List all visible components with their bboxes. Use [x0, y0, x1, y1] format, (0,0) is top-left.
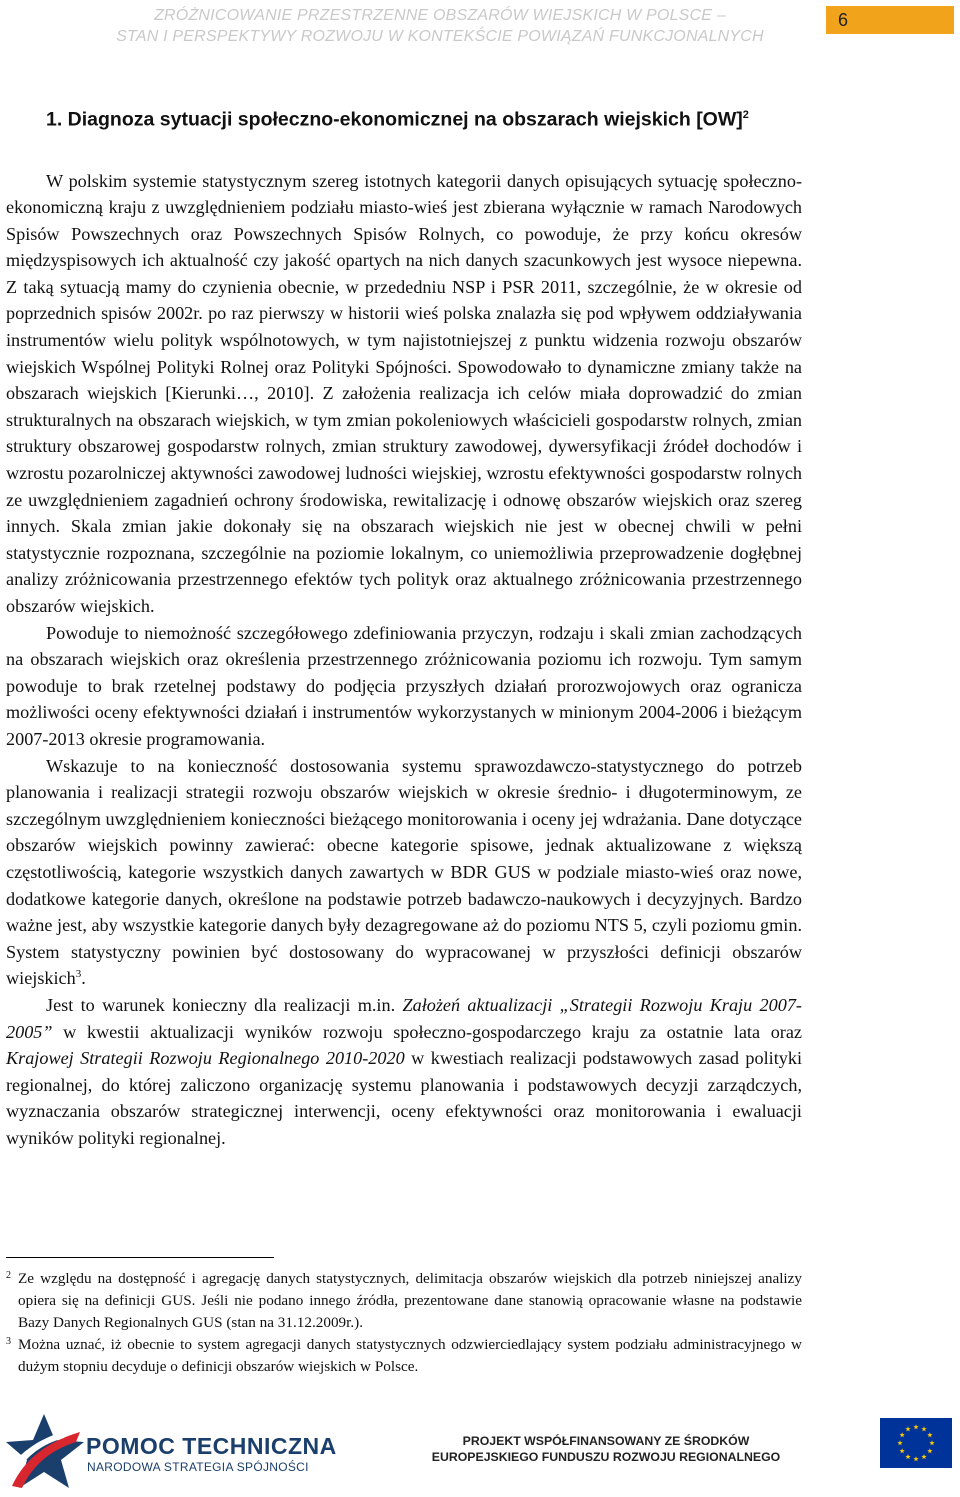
nss-subtitle: NARODOWA STRATEGIA SPÓJNOŚCI [87, 1460, 309, 1474]
page-header [0, 0, 960, 50]
pomoc-techniczna-title: POMOC TECHNICZNA [86, 1433, 337, 1459]
page-footer [0, 1400, 960, 1497]
footnotes [6, 1268, 802, 1378]
eu-flag-icon [880, 1418, 952, 1468]
regional-strategy-title-italic: Krajowej Strategii Rozwoju Regionalnego 2010-2020 [6, 1048, 405, 1069]
footnote-3-text: Można uznać, iż obecnie to system agregacji danych statystycznych odzwierciedlający system podziału administracyjnego w dużym stopniu decyduje o definicji obszarów wiejskich w Polsce. [18, 1336, 802, 1375]
footnote-3-mark: 3 [6, 1336, 11, 1347]
running-header [60, 5, 820, 47]
footnote-3 [6, 1334, 802, 1378]
strategy-title-italic: Założeń aktualizacji „Strategii Rozwoju Kraju 2007-2005” [6, 994, 802, 1042]
paragraph-3 [6, 753, 802, 992]
footnote-ref-3[interactable]: 3 [75, 968, 82, 981]
paragraph-3-end: . [81, 968, 86, 989]
paragraph-4 [6, 992, 802, 1152]
paragraph-3-text: Wskazuje to na konieczność dostosowania systemu sprawozdawczo-statystycznego do potrzeb planowania i realizacji strategii rozwoju obszarów wiejskich w okresie średnio- i długoterminowym, ze szczególnym uwzględnieniem konieczności bieżącego monitorowania i oceny jej wdrażania. Dane dotyczące obszarów wiejskich powinny zawierać: obecne kategorie spisowe, jednak aktualizowane z większą częstotliwością, kategorie wszystkich danych zawartych w BDR GUS w podziale miasto-wieś oraz nowe, dodatkowe kategorie danych, określone na podstawie potrzeb badawczo-naukowych i decyzyjnych. Bardzo ważne jest, aby wszystkie kategorie danych były dezagregowane aż do poziomu NTS 5, czyli poziomu gmin. System statystyczny powinien być dostosowany do wypracowanej w przyszłości definicji obszarów wiejskich [6, 755, 802, 989]
eu-funding-line-2: EUROPEJSKIEGO FUNDUSZU ROZWOJU REGIONALNEGO [431, 1450, 781, 1464]
eu-funding-line-1: PROJEKT WSPÓŁFINANSOWANY ZE ŚRODKÓW [462, 1434, 750, 1448]
pomoc-techniczna-star-logo-icon [6, 1412, 86, 1490]
paragraph-1: W polskim systemie statystycznym szereg istotnych kategorii danych opisujących sytuację społeczno-ekonomiczną kraju z uwzględnieniem podziału miasto-wieś jest zbierana wyłącznie w ramach Narodowych Spisów Powszechnych oraz Powszechnych Spisów Rolnych, co powoduje, że przy końcu okresów międzyspisowych ich aktualność czy jakość opartych na nich danych szacunkowych jest wysoce niepewna. Z taką sytuacją mamy do czynienia obecnie, w przededniu NSP i PSR 2011, szczególnie, że w okresie od poprzednich spisów 2002r. po raz pierwszy w historii wieś polska znalazła się pod wpływem oddziaływania instrumentów wielu polityk wspólnotowych, w tym najistotniejszej z punktu widzenia rozwoju obszarów wiejskich Wspólnej Polityki Rolnej oraz Polityki Spójności. Spowodowało to dynamiczne zmiany także na obszarach wiejskich [Kierunki…, 2010]. Z założenia realizacja ich celów miała doprowadzić do zmian strukturalnych na obszarach wiejskich, w tym zmian pokoleniowych właścicieli gospodarstw rolnych, zmian struktury obszarowej gospodarstw rolnych, zmian struktury zawodowej, dywersyfikacji źródeł dochodów i wzrostu pozarolniczej aktywności zawodowej ludności wiejskiej, wzrostu efektywności gospodarstw rolnych ze uwzględnieniem zagadnień ochrony środowiska, rewitalizację i odnowę obszarów wiejskich oraz szereg innych. Skala zmian jakie dokonały się na obszarach wiejskich nie jest w obecnej chwili w pełni statystycznie rozpoznana, szczególnie na poziomie lokalnym, co uniemożliwia przeprowadzenie dogłębnej analizy zróżnicowania przestrzennego efektów tych polityk oraz aktualnego zróżnicowania przestrzennego obszarów wiejskich. [6, 170, 803, 616]
footnote-2-text: Ze względu na dostępność i agregację danych statystycznych, delimitacja obszarów wiejskich dla potrzeb niniejszej analizy opiera się na definicji GUS. Jeśli nie podano innego źródła, prezentowane dane stanowią opracowanie własne na podstawie Bazy Danych Regionalnych GUS (stan na 31.12.2009r.). [18, 1270, 802, 1331]
paragraph-2: Powoduje to niemożność szczegółowego zdefiniowania przyczyn, rodzaju i skali zmian zachodzących na obszarach wiejskich oraz określenia przestrzennego zróżnicowania poziomu ich rozwoju. Tym samym powoduje to brak rzetelnej podstawy do podjęcia przyszłych działań prorozwojowych oraz ogranicza możliwości oceny efektywności działań i instrumentów wykorzystanych w minionym 2004-2006 i bieżącym 2007-2013 okresie programowania. [6, 622, 802, 749]
footnote-ref-2[interactable]: 2 [742, 109, 749, 121]
paragraph-4-part-e: w kwestiach realizacji podstawowych zasad polityki regionalnej, do której zaliczono organizację systemu planowania i podstawowych decyzji zarządczych, wyznaczania obszarów strategicznej interwencji, oceny efektywności oraz monitorowania i ewaluacji wyników polityki regionalnej. [6, 1048, 803, 1148]
footnote-2-mark: 2 [6, 1270, 11, 1281]
running-header-line-2: STAN I PERSPEKTYWY ROZWOJU W KONTEKŚCIE POWIĄZAŃ FUNKCJONALNYCH [116, 28, 764, 45]
footnote-2 [6, 1268, 802, 1334]
footnote-separator [6, 1257, 274, 1258]
paragraph-4-part-c: w kwestii aktualizacji wyników rozwoju społeczno-gospodarczego kraju za ostatnie lata oraz [52, 1021, 802, 1042]
paragraph-4-part-a: Jest to warunek konieczny dla realizacji m.in. [46, 994, 403, 1015]
running-header-line-1: ZRÓŻNICOWANIE PRZESTRZENNE OBSZARÓW WIEJSKICH W POLSCE – [154, 7, 726, 24]
page-number-badge: 6 [826, 6, 954, 34]
page-body [6, 102, 802, 1151]
section-heading [46, 102, 802, 133]
section-heading-text: 1. Diagnoza sytuacji społeczno-ekonomicznej na obszarach wiejskich [OW] [46, 108, 743, 131]
